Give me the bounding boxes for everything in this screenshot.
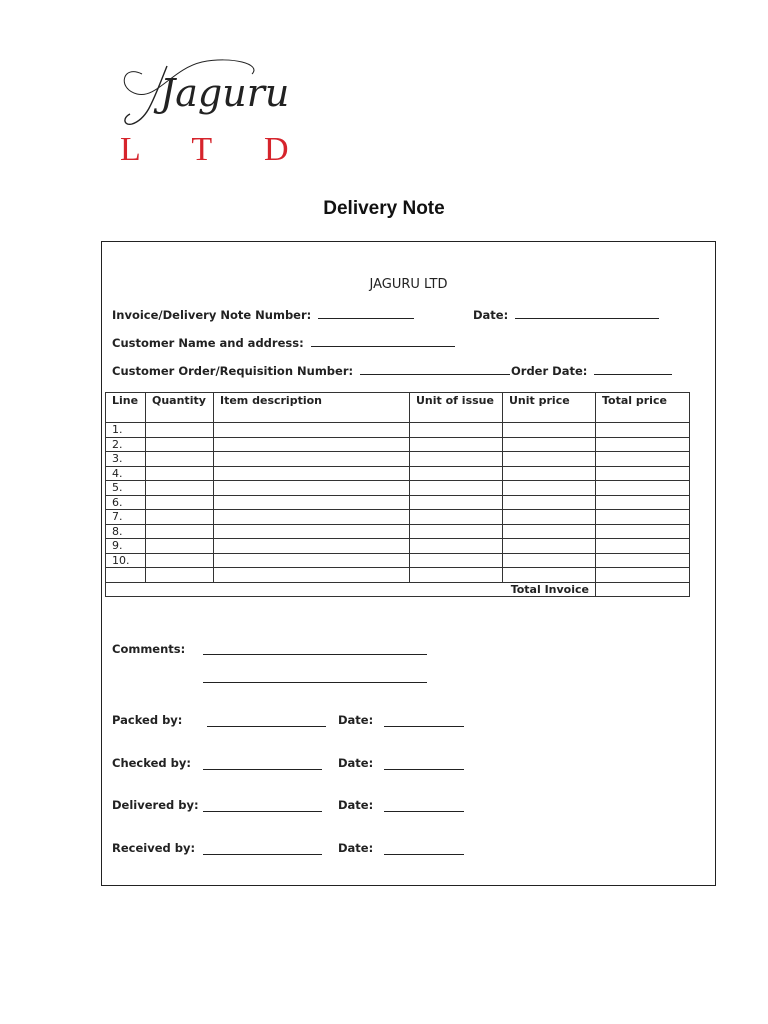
table-row — [106, 510, 690, 525]
table-cell[interactable] — [596, 510, 690, 525]
received-by-label: Received by: — [112, 841, 196, 855]
table-header-row — [106, 393, 690, 423]
line-number-cell: 10. — [106, 553, 146, 568]
delivered-by-label: Delivered by: — [112, 798, 199, 812]
table-cell[interactable] — [410, 481, 503, 496]
table-cell[interactable] — [214, 510, 410, 525]
table-cell[interactable] — [596, 437, 690, 452]
table-row — [106, 437, 690, 452]
date-label: Date: — [473, 308, 509, 322]
table-cell[interactable] — [214, 423, 410, 438]
delivered-date-label: Date: — [338, 798, 374, 812]
table-row — [106, 495, 690, 510]
table-cell[interactable] — [503, 510, 596, 525]
checked-date-line[interactable] — [384, 768, 464, 770]
table-cell[interactable] — [410, 524, 503, 539]
company-logo — [112, 44, 332, 174]
line-number-cell: 1. — [106, 423, 146, 438]
line-number-cell: 5. — [106, 481, 146, 496]
table-cell[interactable] — [410, 423, 503, 438]
comments-line-1[interactable] — [203, 653, 427, 655]
total-invoice-cell[interactable] — [596, 582, 690, 597]
order-number-row — [112, 364, 510, 378]
table-cell[interactable] — [146, 568, 214, 583]
date-row — [473, 308, 659, 322]
table-row — [106, 568, 690, 583]
packed-by-label: Packed by: — [112, 713, 183, 727]
table-cell[interactable] — [596, 481, 690, 496]
line-number-cell: 4. — [106, 466, 146, 481]
table-cell[interactable] — [146, 481, 214, 496]
line-number-cell — [106, 568, 146, 583]
packed-date-label: Date: — [338, 713, 374, 727]
delivered-by-line[interactable] — [203, 810, 322, 812]
header-line: Line — [106, 393, 146, 423]
table-cell[interactable] — [503, 539, 596, 554]
table-cell[interactable] — [596, 495, 690, 510]
header-item-description: Item description — [214, 393, 410, 423]
logo-graphic — [112, 44, 332, 174]
invoice-number-field[interactable] — [318, 308, 414, 319]
table-cell[interactable] — [146, 495, 214, 510]
table-cell[interactable] — [503, 481, 596, 496]
table-cell[interactable] — [146, 423, 214, 438]
customer-row — [112, 336, 455, 350]
table-cell[interactable] — [410, 452, 503, 467]
table-cell[interactable] — [503, 495, 596, 510]
logo-script-text: Jaguru — [160, 71, 290, 115]
items-table — [105, 392, 690, 597]
order-number-field[interactable] — [360, 364, 510, 375]
received-date-label: Date: — [338, 841, 374, 855]
table-cell[interactable] — [146, 510, 214, 525]
table-cell[interactable] — [214, 539, 410, 554]
line-number-cell: 3. — [106, 452, 146, 467]
line-number-cell: 9. — [106, 539, 146, 554]
line-number-cell: 8. — [106, 524, 146, 539]
table-cell[interactable] — [503, 437, 596, 452]
table-row — [106, 481, 690, 496]
table-cell[interactable] — [146, 466, 214, 481]
table-cell[interactable] — [410, 539, 503, 554]
table-row — [106, 539, 690, 554]
packed-date-line[interactable] — [384, 725, 464, 727]
table-cell[interactable] — [146, 539, 214, 554]
checked-by-line[interactable] — [203, 768, 322, 770]
order-number-label: Customer Order/Requisition Number: — [112, 364, 354, 378]
table-cell[interactable] — [146, 437, 214, 452]
table-cell[interactable] — [596, 539, 690, 554]
total-invoice-label: Total Invoice — [106, 582, 596, 597]
table-cell[interactable] — [214, 495, 410, 510]
order-date-field[interactable] — [594, 364, 672, 375]
table-body — [106, 423, 690, 583]
table-cell[interactable] — [503, 452, 596, 467]
table-cell[interactable] — [503, 466, 596, 481]
customer-field[interactable] — [311, 336, 455, 347]
checked-date-label: Date: — [338, 756, 374, 770]
table-cell[interactable] — [214, 524, 410, 539]
comments-label: Comments: — [112, 642, 186, 656]
total-invoice-row — [106, 582, 690, 597]
table-cell[interactable] — [596, 466, 690, 481]
checked-by-label: Checked by: — [112, 756, 191, 770]
table-cell[interactable] — [596, 568, 690, 583]
table-cell[interactable] — [146, 452, 214, 467]
table-cell[interactable] — [146, 524, 214, 539]
table-cell[interactable] — [214, 553, 410, 568]
header-unit-price: Unit price — [503, 393, 596, 423]
table-row — [106, 524, 690, 539]
table-cell[interactable] — [596, 553, 690, 568]
page-title: Delivery Note — [323, 198, 445, 219]
company-name: JAGURU LTD — [369, 277, 448, 292]
table-cell[interactable] — [410, 437, 503, 452]
line-number-cell: 6. — [106, 495, 146, 510]
delivery-note-form — [101, 241, 716, 886]
table-cell[interactable] — [503, 524, 596, 539]
table-cell[interactable] — [596, 423, 690, 438]
comments-line-2[interactable] — [203, 681, 427, 683]
line-number-cell: 7. — [106, 510, 146, 525]
table-cell[interactable] — [410, 568, 503, 583]
invoice-number-row — [112, 308, 414, 322]
table-cell[interactable] — [214, 481, 410, 496]
table-cell[interactable] — [214, 437, 410, 452]
packed-by-line[interactable] — [207, 725, 326, 727]
table-cell[interactable] — [214, 452, 410, 467]
order-date-label: Order Date: — [511, 364, 588, 378]
table-row — [106, 466, 690, 481]
table-row — [106, 452, 690, 467]
line-number-cell: 2. — [106, 437, 146, 452]
received-date-line[interactable] — [384, 853, 464, 855]
table-cell[interactable] — [503, 423, 596, 438]
table-cell[interactable] — [214, 568, 410, 583]
table-cell[interactable] — [410, 510, 503, 525]
table-cell[interactable] — [410, 553, 503, 568]
header-quantity: Quantity — [146, 393, 214, 423]
delivered-date-line[interactable] — [384, 810, 464, 812]
received-by-line[interactable] — [203, 853, 322, 855]
customer-label: Customer Name and address: — [112, 336, 304, 350]
order-date-row — [511, 364, 672, 378]
header-unit-of-issue: Unit of issue — [410, 393, 503, 423]
table-cell[interactable] — [503, 568, 596, 583]
table-cell[interactable] — [146, 553, 214, 568]
table-row — [106, 423, 690, 438]
table-cell[interactable] — [596, 452, 690, 467]
header-total-price: Total price — [596, 393, 690, 423]
table-cell[interactable] — [214, 466, 410, 481]
table-cell[interactable] — [596, 524, 690, 539]
date-field[interactable] — [515, 308, 659, 319]
table-cell[interactable] — [410, 466, 503, 481]
table-cell[interactable] — [410, 495, 503, 510]
logo-ltd-text: L T D — [120, 131, 311, 168]
table-cell[interactable] — [503, 553, 596, 568]
table-row — [106, 553, 690, 568]
invoice-number-label: Invoice/Delivery Note Number: — [112, 308, 312, 322]
